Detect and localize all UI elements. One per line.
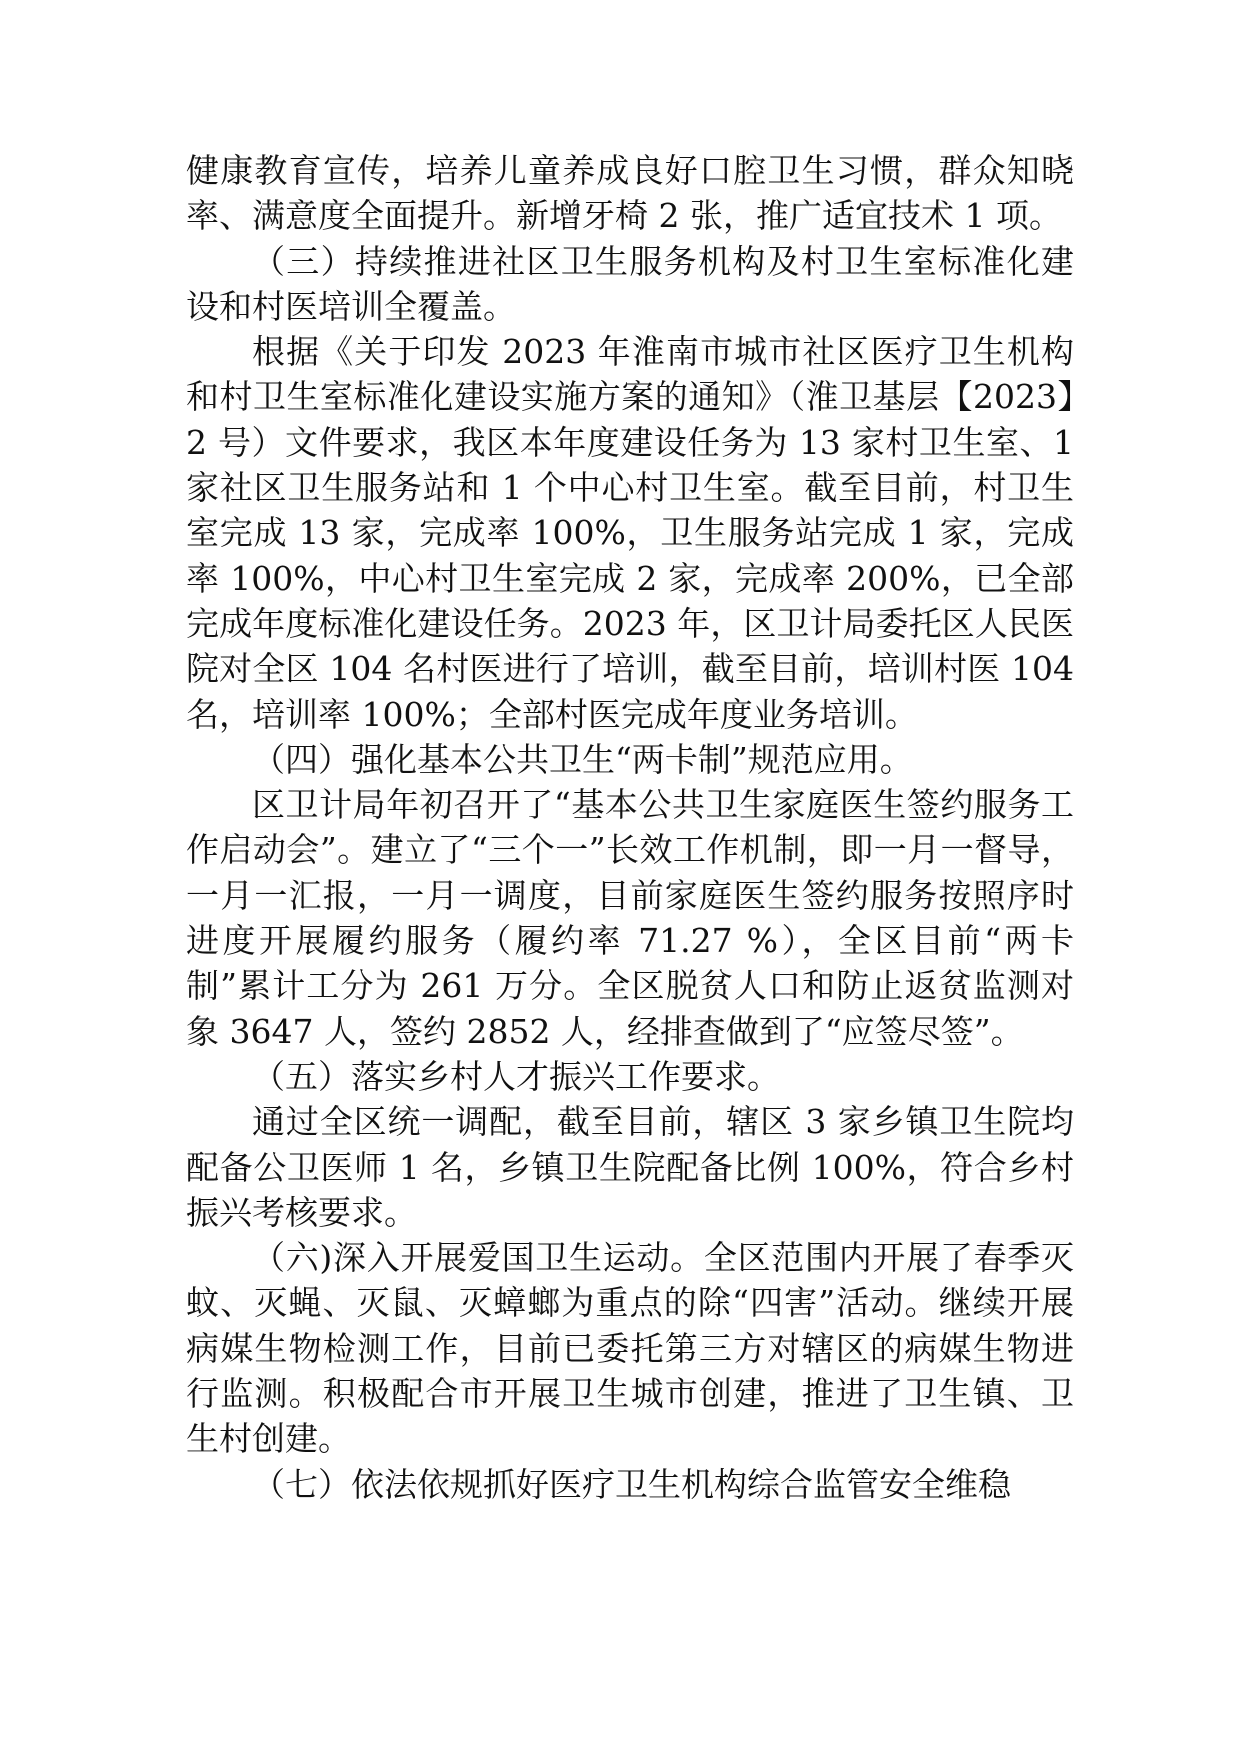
paragraph-dental-health: 健康教育宣传，培养儿童养成良好口腔卫生习惯，群众知晓率、满意度全面提升。新增牙椅 2 张，推广适宜技术 1 项。	[186, 151, 1074, 236]
paragraph-rural-talent: 通过全区统一调配，截至目前，辖区 3 家乡镇卫生院均配备公卫医师 1 名，乡镇卫生院配备比例 100%，符合乡村振兴考核要求。	[186, 1102, 1074, 1232]
heading-section-3: （三）持续推进社区卫生服务机构及村卫生室标准化建设和村医培训全覆盖。	[186, 241, 1074, 326]
paragraph-standardization: 根据《关于印发 2023 年淮南市城市社区医疗卫生机构和村卫生室标准化建设实施方案的通知》（淮卫基层【2023】2 号）文件要求，我区本年度建设任务为 13 家村卫生室、1 家社区卫生服务站和 1 个中心村卫生室。截至目前，村卫生室完成 13 家，完成率 100%，卫生服务站完成 1 家，完成率 100%，中心村卫生室完成 2 家，完成率 200%，已全部完成年度标准化建设任务。2023 年，区卫计局委托区人民医院对全区 104 名村医进行了培训，截至目前，培训村医 104 名，培训率 100%；全部村医完成年度业务培训。	[186, 332, 1074, 734]
document-body	[186, 148, 1074, 1507]
heading-section-7: （七）依法依规抓好医疗卫生机构综合监管安全维稳	[252, 1464, 1011, 1504]
paragraph-two-card-system: 区卫计局年初召开了“基本公共卫生家庭医生签约服务工作启动会”。建立了“三个一”长效工作机制，即一月一督导，一月一汇报，一月一调度，目前家庭医生签约服务按照序时进度开展履约服务（履约率 71.27 %），全区目前“两卡制”累计工分为 261 万分。全区脱贫人口和防止返贫监测对象 3647 人，签约 2852 人，经排查做到了“应签尽签”。	[186, 785, 1074, 1051]
heading-section-4: （四）强化基本公共卫生“两卡制”规范应用。	[252, 739, 913, 779]
heading-section-5: （五）落实乡村人才振兴工作要求。	[252, 1056, 780, 1096]
paragraph-patriotic-health: （六)深入开展爱国卫生运动。全区范围内开展了春季灭蚊、灭蝇、灭鼠、灭蟑螂为重点的除“四害”活动。继续开展病媒生物检测工作，目前已委托第三方对辖区的病媒生物进行监测。积极配合市开展卫生城市创建，推进了卫生镇、卫生村创建。	[186, 1238, 1074, 1459]
